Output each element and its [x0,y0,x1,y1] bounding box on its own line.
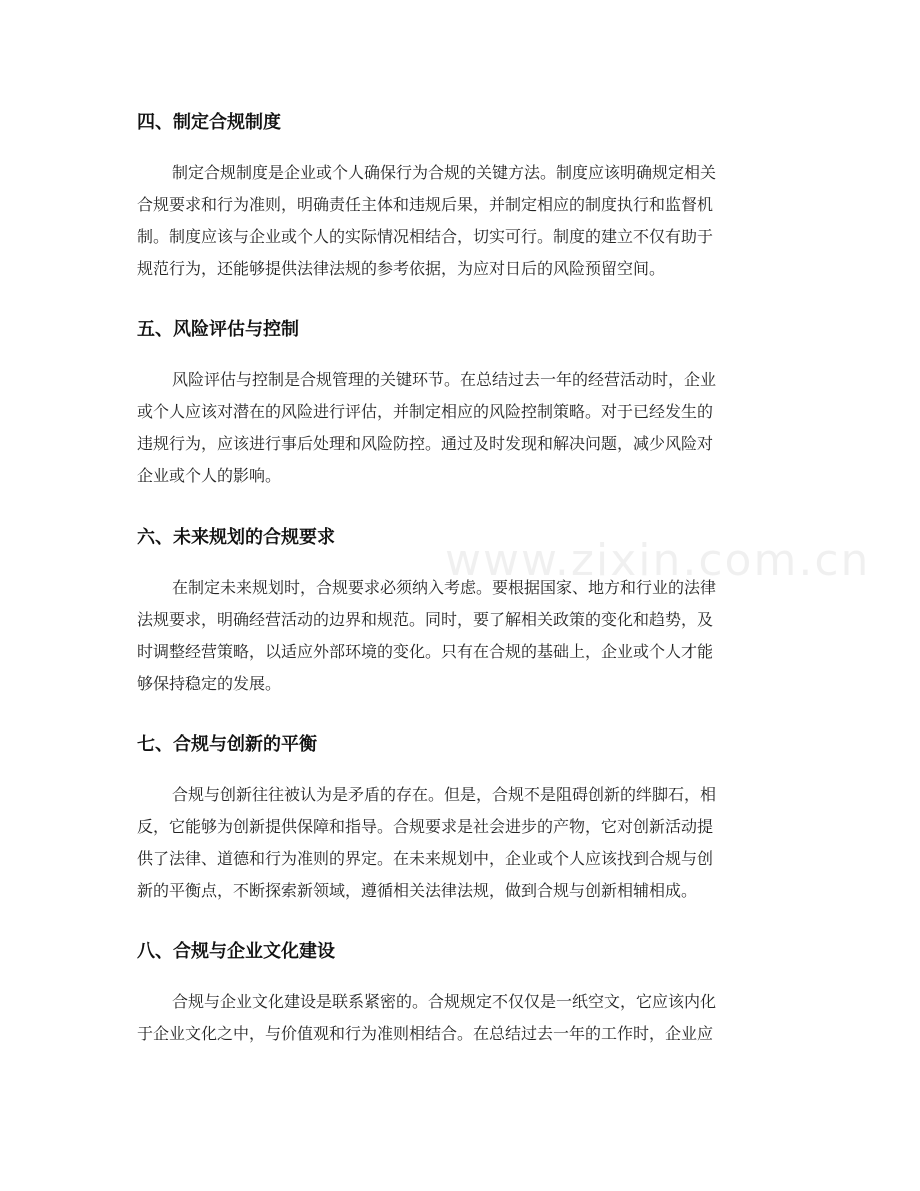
paragraph-line: 或个人应该对潜在的风险进行评估，并制定相应的风险控制策略。对于已经发生的 [137,402,714,421]
paragraph-line: 制定合规制度是企业或个人确保行为合规的关键方法。制度应该明确规定相关 [172,163,717,182]
section-heading-7: 七、合规与创新的平衡 [137,734,317,755]
section-heading-8: 八、合规与企业文化建设 [137,941,335,962]
paragraph-line: 企业或个人的影响。 [137,466,282,485]
paragraph-line: 合规要求和行为准则，明确责任主体和违规后果，并制定相应的制度执行和监督机 [137,195,714,214]
paragraph-line: 规范行为，还能够提供法律法规的参考依据，为应对日后的风险预留空间。 [137,259,666,278]
paragraph-line: 够保持稳定的发展。 [137,674,282,693]
section-paragraph-6 [137,572,797,700]
section-heading-4: 四、制定合规制度 [137,112,281,133]
paragraph-line: 法规要求，明确经营活动的边界和规范。同时，要了解相关政策的变化和趋势，及 [137,610,714,629]
section-paragraph-8 [137,986,797,1050]
section-paragraph-5 [137,364,797,492]
paragraph-line: 于企业文化之中，与价值观和行为准则相结合。在总结过去一年的工作时，企业应 [137,1024,714,1043]
section-paragraph-7 [137,779,797,907]
paragraph-line: 供了法律、道德和行为准则的界定。在未来规划中，企业或个人应该找到合规与创 [137,849,714,868]
section-paragraph-4 [137,157,797,285]
paragraph-line: 风险评估与控制是合规管理的关键环节。在总结过去一年的经营活动时，企业 [172,370,717,389]
section-heading-6: 六、未来规划的合规要求 [137,527,335,548]
paragraph-line: 在制定未来规划时，合规要求必须纳入考虑。要根据国家、地方和行业的法律 [172,578,717,597]
paragraph-line: 违规行为，应该进行事后处理和风险防控。通过及时发现和解决问题，减少风险对 [137,434,714,453]
paragraph-line: 合规与企业文化建设是联系紧密的。合规规定不仅仅是一纸空文，它应该内化 [172,992,717,1011]
paragraph-line: 制。制度应该与企业或个人的实际情况相结合，切实可行。制度的建立不仅有助于 [137,227,714,246]
paragraph-line: 合规与创新往往被认为是矛盾的存在。但是，合规不是阻碍创新的绊脚石，相 [172,785,717,804]
paragraph-line: 时调整经营策略，以适应外部环境的变化。只有在合规的基础上，企业或个人才能 [137,642,714,661]
watermark: www.zixin.com.cn [445,535,871,586]
section-heading-5: 五、风险评估与控制 [137,319,299,340]
paragraph-line: 新的平衡点，不断探索新领域，遵循相关法律法规，做到合规与创新相辅相成。 [137,881,698,900]
paragraph-line: 反，它能够为创新提供保障和指导。合规要求是社会进步的产物，它对创新活动提 [137,817,714,836]
